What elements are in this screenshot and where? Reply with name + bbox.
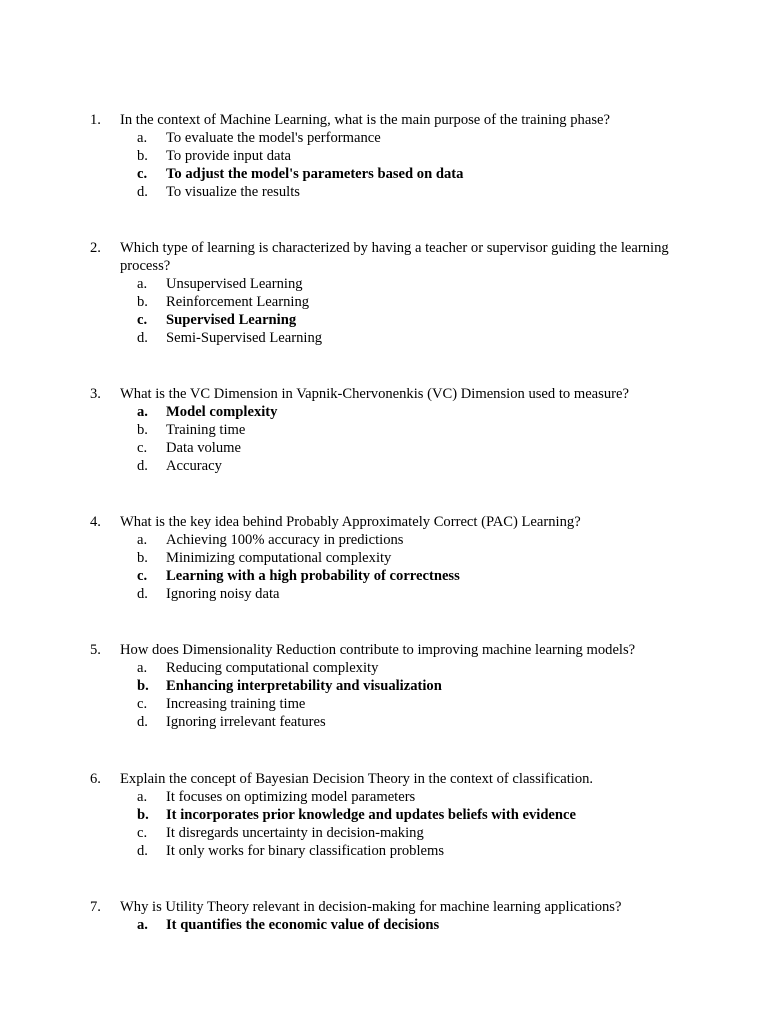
option-text: Achieving 100% accuracy in predictions [166,532,404,548]
question-number: 4. [90,514,101,530]
option-text: To visualize the results [166,184,300,200]
option-letter: b. [137,807,149,823]
option-letter: c. [137,166,148,182]
question-1 [0,111,768,201]
option-list [0,403,768,475]
question-7 [0,898,768,934]
option-d [0,585,768,603]
option-d [0,713,768,731]
question-4 [0,513,768,603]
option-text: It disregards uncertainty in decision-making [166,825,424,841]
option-a [0,659,768,677]
option-text: Model complexity [166,404,278,420]
option-b [0,549,768,567]
option-list [0,275,768,347]
option-b-correct [0,806,768,824]
option-text: Supervised Learning [166,312,297,328]
option-b-correct [0,677,768,695]
option-c [0,695,768,713]
question-text: In the context of Machine Learning, what is the main purpose of the training phase? [120,112,610,128]
option-letter: d. [137,843,148,859]
option-a [0,788,768,806]
question-2 [0,239,768,347]
option-text: To adjust the model's parameters based on data [166,166,464,182]
option-letter: a. [137,660,148,676]
question-number: 5. [90,642,101,658]
option-letter: b. [137,294,148,310]
option-text: Minimizing computational complexity [166,550,392,566]
option-text: It focuses on optimizing model parameters [166,789,416,805]
option-list [0,129,768,201]
option-text: Data volume [166,440,241,456]
option-b [0,147,768,165]
option-text: To evaluate the model's performance [166,130,381,146]
option-letter: a. [137,276,148,292]
option-letter: d. [137,586,148,602]
option-text: Learning with a high probability of correctness [166,568,460,584]
option-d [0,457,768,475]
option-letter: b. [137,422,148,438]
option-list [0,659,768,731]
option-text: Unsupervised Learning [166,276,303,292]
option-c-correct [0,165,768,183]
option-letter: c. [137,440,148,456]
question-number: 2. [90,240,101,256]
option-text: Ignoring irrelevant features [166,714,326,730]
option-letter: c. [137,568,148,584]
option-b [0,421,768,439]
option-letter: a. [137,404,148,420]
option-text: Semi-Supervised Learning [166,330,323,346]
option-letter: d. [137,714,148,730]
option-c [0,439,768,457]
option-letter: d. [137,330,148,346]
option-letter: c. [137,696,148,712]
option-b [0,293,768,311]
option-c [0,824,768,842]
option-letter: a. [137,532,148,548]
option-text: Training time [166,422,246,438]
option-d [0,183,768,201]
option-text: Ignoring noisy data [166,586,280,602]
option-text: It incorporates prior knowledge and updates beliefs with evidence [166,807,576,823]
question-text: Explain the concept of Bayesian Decision Theory in the context of classification. [120,771,594,787]
option-a-correct [0,916,768,934]
option-list [0,916,768,934]
option-letter: b. [137,678,149,694]
option-text: To provide input data [166,148,292,164]
option-letter: a. [137,917,148,933]
question-5 [0,641,768,731]
question-text: How does Dimensionality Reduction contribute to improving machine learning models? [120,642,636,658]
option-text: Enhancing interpretability and visualization [166,678,442,694]
question-number: 7. [90,899,101,915]
option-text: Accuracy [166,458,222,474]
option-letter: b. [137,148,148,164]
option-c-correct [0,311,768,329]
option-text: It quantifies the economic value of decisions [166,917,440,933]
question-number: 3. [90,386,101,402]
option-c-correct [0,567,768,585]
option-text: It only works for binary classification problems [166,843,445,859]
question-3 [0,385,768,475]
option-a [0,129,768,147]
question-text: Which type of learning is characterized by having a teacher or supervisor guiding the learning process? [120,240,669,274]
option-text: Increasing training time [166,696,306,712]
question-number: 6. [90,771,101,787]
question-text: What is the VC Dimension in Vapnik-Chervonenkis (VC) Dimension used to measure? [120,386,629,402]
option-list [0,788,768,860]
option-letter: a. [137,789,148,805]
option-letter: c. [137,825,148,841]
option-d [0,329,768,347]
option-letter: d. [137,458,148,474]
option-letter: c. [137,312,148,328]
option-letter: b. [137,550,148,566]
option-a-correct [0,403,768,421]
option-a [0,531,768,549]
option-d [0,842,768,860]
option-a [0,275,768,293]
question-text: Why is Utility Theory relevant in decision-making for machine learning applications? [120,899,622,915]
option-text: Reinforcement Learning [166,294,310,310]
question-text: What is the key idea behind Probably Approximately Correct (PAC) Learning? [120,514,581,530]
option-text: Reducing computational complexity [166,660,379,676]
question-number: 1. [90,112,101,128]
question-6 [0,770,768,860]
option-letter: d. [137,184,148,200]
option-list [0,531,768,603]
option-letter: a. [137,130,148,146]
